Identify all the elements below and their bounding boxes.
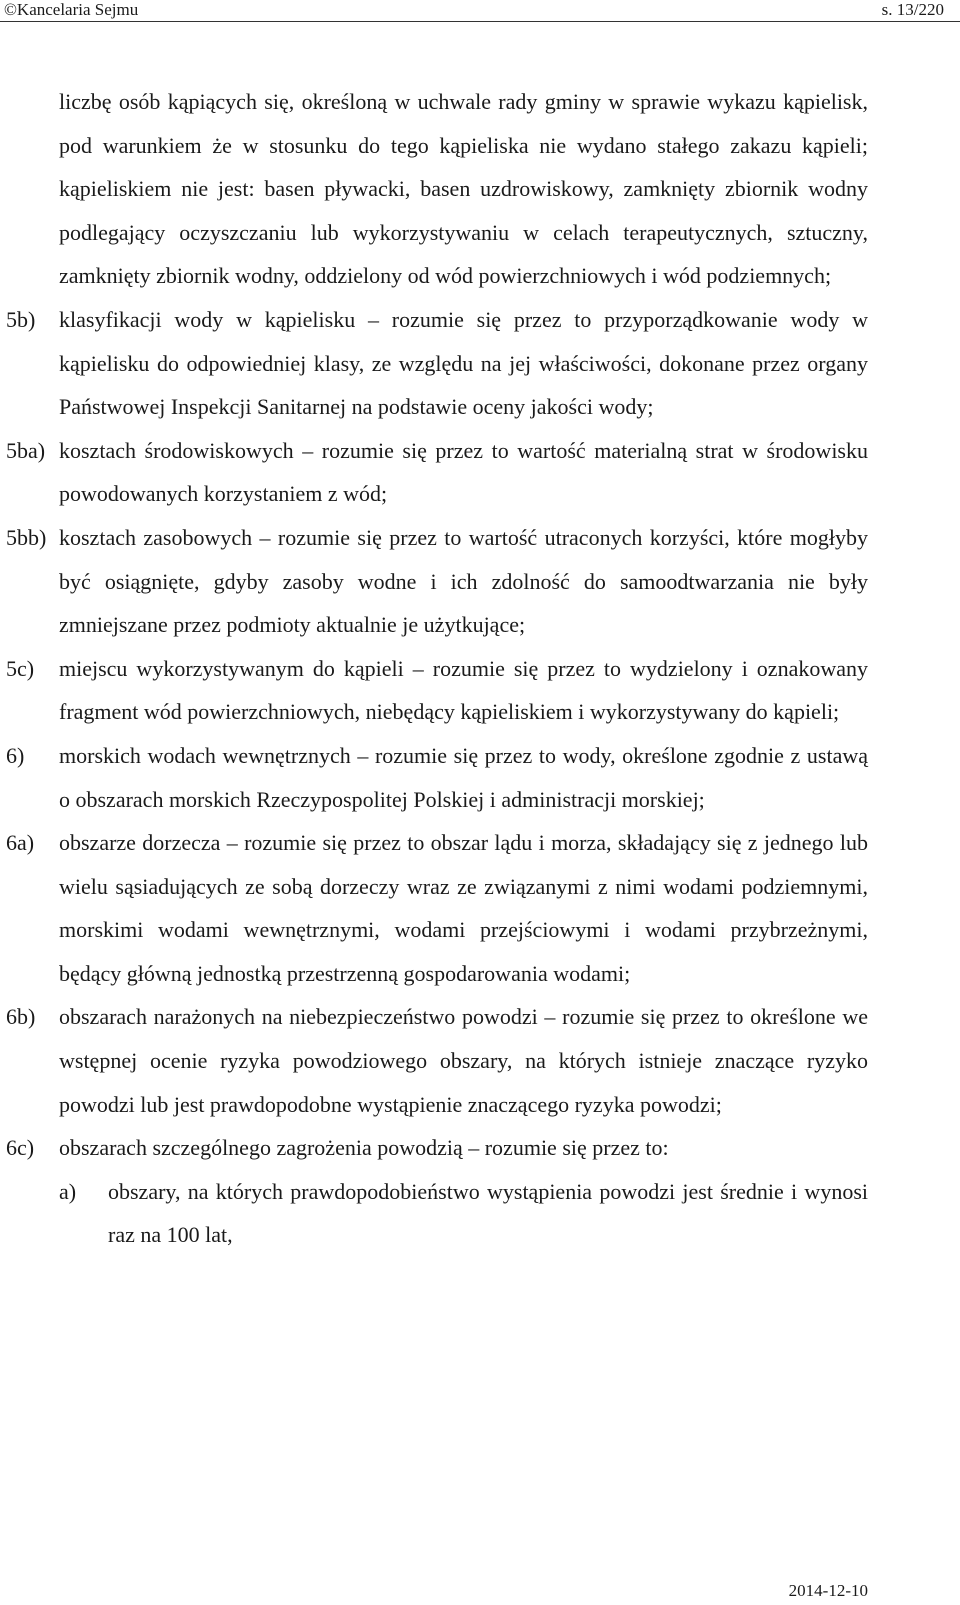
definition-text: morskich wodach wewnętrznych – rozumie się przez to wody, określone zgodnie z ustawą o obszarach morskich Rzeczypospolitej Polskiej i administracji morskiej; — [59, 742, 868, 812]
definition-5bb — [0, 516, 960, 647]
definition-text: kosztach środowiskowych – rozumie się przez to wartość materialną strat w środowisku powodowanych korzystaniem z wód; — [59, 437, 868, 507]
definition-number: 6) — [6, 742, 25, 768]
definition-text: klasyfikacji wody w kąpielisku – rozumie się przez to przyporządkowanie wody w kąpielisku do odpowiedniej klasy, ze względu na jej właściwości, dokonane przez organy Państwowej Inspekcji Sanitarnej na podstawie oceny jakości wody; — [59, 306, 868, 420]
definition-5c — [0, 647, 960, 734]
definition-text: miejscu wykorzystywanym do kąpieli – rozumie się przez to wydzielony i oznakowany fragment wód powierzchniowych, niebędący kąpieliskiem i wykorzystywany do kąpieli; — [59, 655, 868, 725]
definition-6a — [0, 821, 960, 995]
definition-number: 6c) — [6, 1135, 35, 1161]
page-number: s. 13/220 — [881, 0, 944, 19]
definition-6c — [0, 1126, 960, 1170]
definition-number: 6a) — [6, 830, 35, 856]
definition-number: 5b) — [6, 306, 36, 332]
page-footer-date: 2014-12-10 — [788, 1581, 868, 1600]
definition-number: 5c) — [6, 655, 35, 681]
definition-number: 5ba) — [6, 437, 46, 463]
header-divider — [0, 21, 960, 22]
definition-text: obszarze dorzecza – rozumie się przez to obszar lądu i morza, składający się z jednego lub wielu sąsiadujących ze sobą dorzeczy wraz ze związanymi z nimi wodami podziemnymi, morskimi wodami wewnętrznymi, wodami przejściowymi i wodami przybrzeżnymi, będący główną jednostką przestrzenną gospodarowania wodami; — [59, 830, 868, 986]
definition-text: liczbę osób kąpiących się, określoną w uchwale rady gminy w sprawie wykazu kąpielisk, pod warunkiem że w stosunku do tego kąpieliska nie wydano stałego zakazu kąpieli; kąpieliskiem nie jest: basen pływacki, basen uzdrowiskowy, zamknięty zbiornik wodny podlegający oczyszczaniu lub wykorzystywaniu w celach terapeutycznych, sztuczny, zamknięty zbiornik wodny, oddzielony od wód powierzchniowych i wód podziemnych; — [59, 89, 868, 289]
definition-text: obszarach szczególnego zagrożenia powodzią – rozumie się przez to: — [59, 1135, 669, 1161]
definition-6b — [0, 995, 960, 1126]
definition-number: 5bb) — [6, 524, 47, 550]
definition-number: 6b) — [6, 1004, 36, 1030]
definition-continuation — [0, 80, 960, 298]
definition-5ba — [0, 429, 960, 516]
subitem-a — [0, 1170, 960, 1257]
definition-6 — [0, 734, 960, 821]
document-body — [0, 80, 960, 1257]
definition-5b — [0, 298, 960, 429]
definition-text: obszarach narażonych na niebezpieczeństwo powodzi – rozumie się przez to określone we wstępnej ocenie ryzyka powodziowego obszary, na których istnieje znaczące ryzyko powodzi lub jest prawdopodobne wystąpienie znaczącego ryzyka powodzi; — [59, 1004, 868, 1117]
copyright-label: ©Kancelaria Sejmu — [4, 0, 139, 19]
definition-text: kosztach zasobowych – rozumie się przez to wartość utraconych korzyści, które mogłyby być osiągnięte, gdyby zasoby wodne i ich zdolność do samoodtwarzania nie były zmniejszane przez podmioty aktualnie je użytkujące; — [59, 524, 868, 638]
subitem-text: obszary, na których prawdopodobieństwo wystąpienia powodzi jest średnie i wynosi raz na 100 lat, — [108, 1178, 868, 1248]
subitem-number: a) — [59, 1178, 77, 1204]
page-header — [0, 0, 960, 21]
